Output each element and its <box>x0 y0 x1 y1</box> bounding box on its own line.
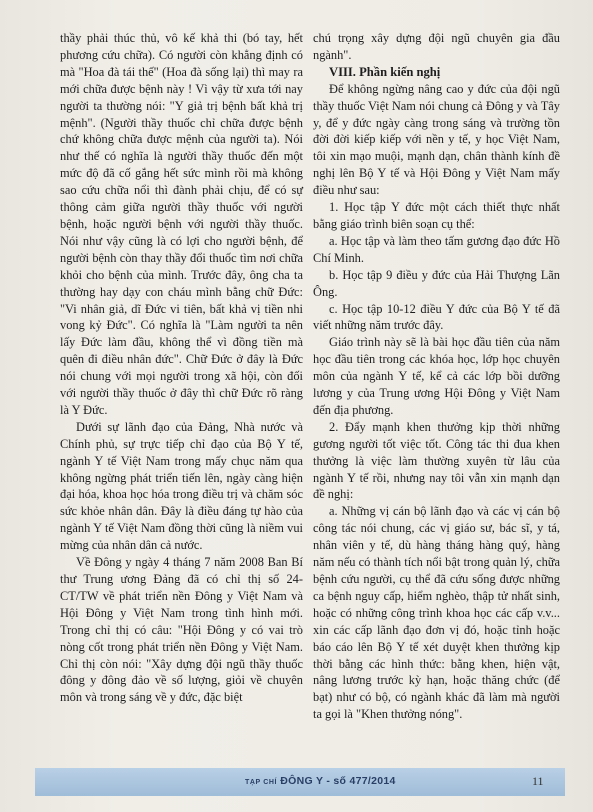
paragraph: Để không ngừng nâng cao y đức của đội ngũ thầy thuốc Việt Nam nói chung cả Đông y và Tây y, để y đức ngày càng trong sáng và trường tồn đời đời kiếp kiếp với nền y tế, y học Việt Nam, tôi xin mạo muội, mạnh dạn, chân thành kính đề nghị lên Bộ Y tế và Hội Đông y Việt Nam mấy điều như sau: <box>313 81 560 198</box>
journal-title <box>245 775 396 787</box>
paragraph: thầy phải thúc thủ, vô kế khả thi (bó tay, hết phương cứu chữa). Có người còn khẳng định có mà "Hoa đà tái thế" (Hoa đà sống lại) thì may ra mới chữa được bệnh này ! Vì vậy từ xưa tới nay người ta thường nói: "Y giả trị bệnh bất khả trị mệnh". (Người thầy thuốc chỉ chữa được bệnh chứ không chữa được mệnh của người ta). Nói như thế có nghĩa là người thầy thuốc đến một mức độ đã cố gắng hết sức mình rồi mà không sao cứu chữa nổi thì đành phải chịu, để có sự thông cảm giữa người thầy thuốc với người bệnh, hoặc người bệnh với người thầy thuốc. Nói như vậy cũng là có lợi cho người bệnh, để người bệnh còn thay thầy đổi thuốc tìm nơi chữa khỏi cho bệnh của mình. Trước đây, ông cha ta thường hay dạy con cháu mình bằng chữ Đức: "Vi nhân giả, dĩ Đức vi tiên, bất khả vị tiền nhi vong kỷ Đức". Có nghĩa là "Làm người ta nên lấy Đức làm đầu, không thể vì đồng tiền mà quên đi điều nhân đức". Chữ Đức ở đây là Đức nói chung với mọi người trong xã hội, còn đối với người thầy thuốc ở đây thì chữ Đức rõ ràng là Y Đức. <box>60 31 303 417</box>
paragraph: Giáo trình này sẽ là bài học đầu tiên của năm học đầu tiên trong các khóa học, lớp học chuyên môn của ngành Y tế, kể cả các lớp bồi dưỡng lương y của Trung ương Hội Đông y Việt Nam đến địa phương. <box>313 335 560 417</box>
journal-prefix: TẠP CHÍ <box>245 779 278 786</box>
paragraph: c. Học tập 10-12 điều Y đức của Bộ Y tế đã viết những năm trước đây. <box>313 301 560 333</box>
paragraph: Về Đông y ngày 4 tháng 7 năm 2008 Ban Bí thư Trung ương Đảng đã có chỉ thị số 24-CT/TW về phát triển nền Đông y Việt Nam và Hội Đông y Việt Nam trong tình hình mới. Trong chỉ thị có câu: "Hội Đông y có vai trò nòng cốt trong phát triển nền Đông y Việt Nam. Chỉ thị còn nói: "Xây dựng đội ngũ thầy thuốc đông y đông đảo về số lượng, giỏi về chuyên môn và trong sáng về y đức, đặc biệt <box>60 555 303 705</box>
left-column <box>60 30 303 706</box>
journal-name: ĐÔNG Y - số 477/2014 <box>280 775 396 787</box>
paragraph: a. Những vị cán bộ lãnh đạo và các vị cán bộ công tác nói chung, các vị giáo sư, bác sĩ, y tá, nhân viên y tế, dù hàng tháng hàng quý, hàng năm nếu có thành tích nổi bật trong quản lý, chữa bệnh cứu người, cụ thể đã cứu sống được những ca bệnh nguy cấp, hiểm nghèo, thập tử nhất sinh, hoặc có những công trình khoa học các cấp v.v... xin các cấp lãnh đạo đơn vị đó, hoặc tỉnh hoặc báo cáo lên Bộ Y tế xét duyệt khen thưởng kịp thời bằng các hình thức: bằng khen, hiện vật, nâng lương trước kỳ hạn, hoặc thăng chức (để bạt) như có bộ, có ngành khác đã làm mà người ta gọi là "Khen thưởng nóng". <box>313 504 560 722</box>
paragraph: Dưới sự lãnh đạo của Đảng, Nhà nước và Chính phủ, sự trực tiếp chỉ đạo của Bộ Y tế, ngành Y tế Việt Nam trong mấy chục năm qua không ngừng phát triển tiến lên, ngày càng hiện đại hóa, khoa học hóa trong điều trị và chăm sóc sức khỏe nhân dân. Đây là điều đáng tự hào của ngành Y tế Việt Nam đồng thời cũng là niềm vui mừng của nhân dân cả nước. <box>60 419 303 553</box>
right-column <box>313 30 560 723</box>
page-number: 11 <box>532 774 544 788</box>
paragraph: chú trọng xây dựng đội ngũ chuyên gia đầu ngành". <box>313 31 560 62</box>
paragraph: 1. Học tập Y đức một cách thiết thực nhất bằng giáo trình biên soạn cụ thể: <box>313 200 560 231</box>
paragraph: b. Học tập 9 điều y đức của Hải Thượng Lãn Ông. <box>313 267 560 299</box>
paragraph: a. Học tập và làm theo tấm gương đạo đức Hồ Chí Minh. <box>313 233 560 265</box>
section-heading: VIII. Phần kiến nghị <box>329 64 441 79</box>
paragraph: 2. Đẩy mạnh khen thưởng kịp thời những gương người tốt việc tốt. Công tác thi đua khen thưởng là việc làm thường xuyên từ lâu của ngành Y tế rồi, nhưng nay tôi vẫn xin mạnh dạn đề nghị: <box>313 419 560 502</box>
